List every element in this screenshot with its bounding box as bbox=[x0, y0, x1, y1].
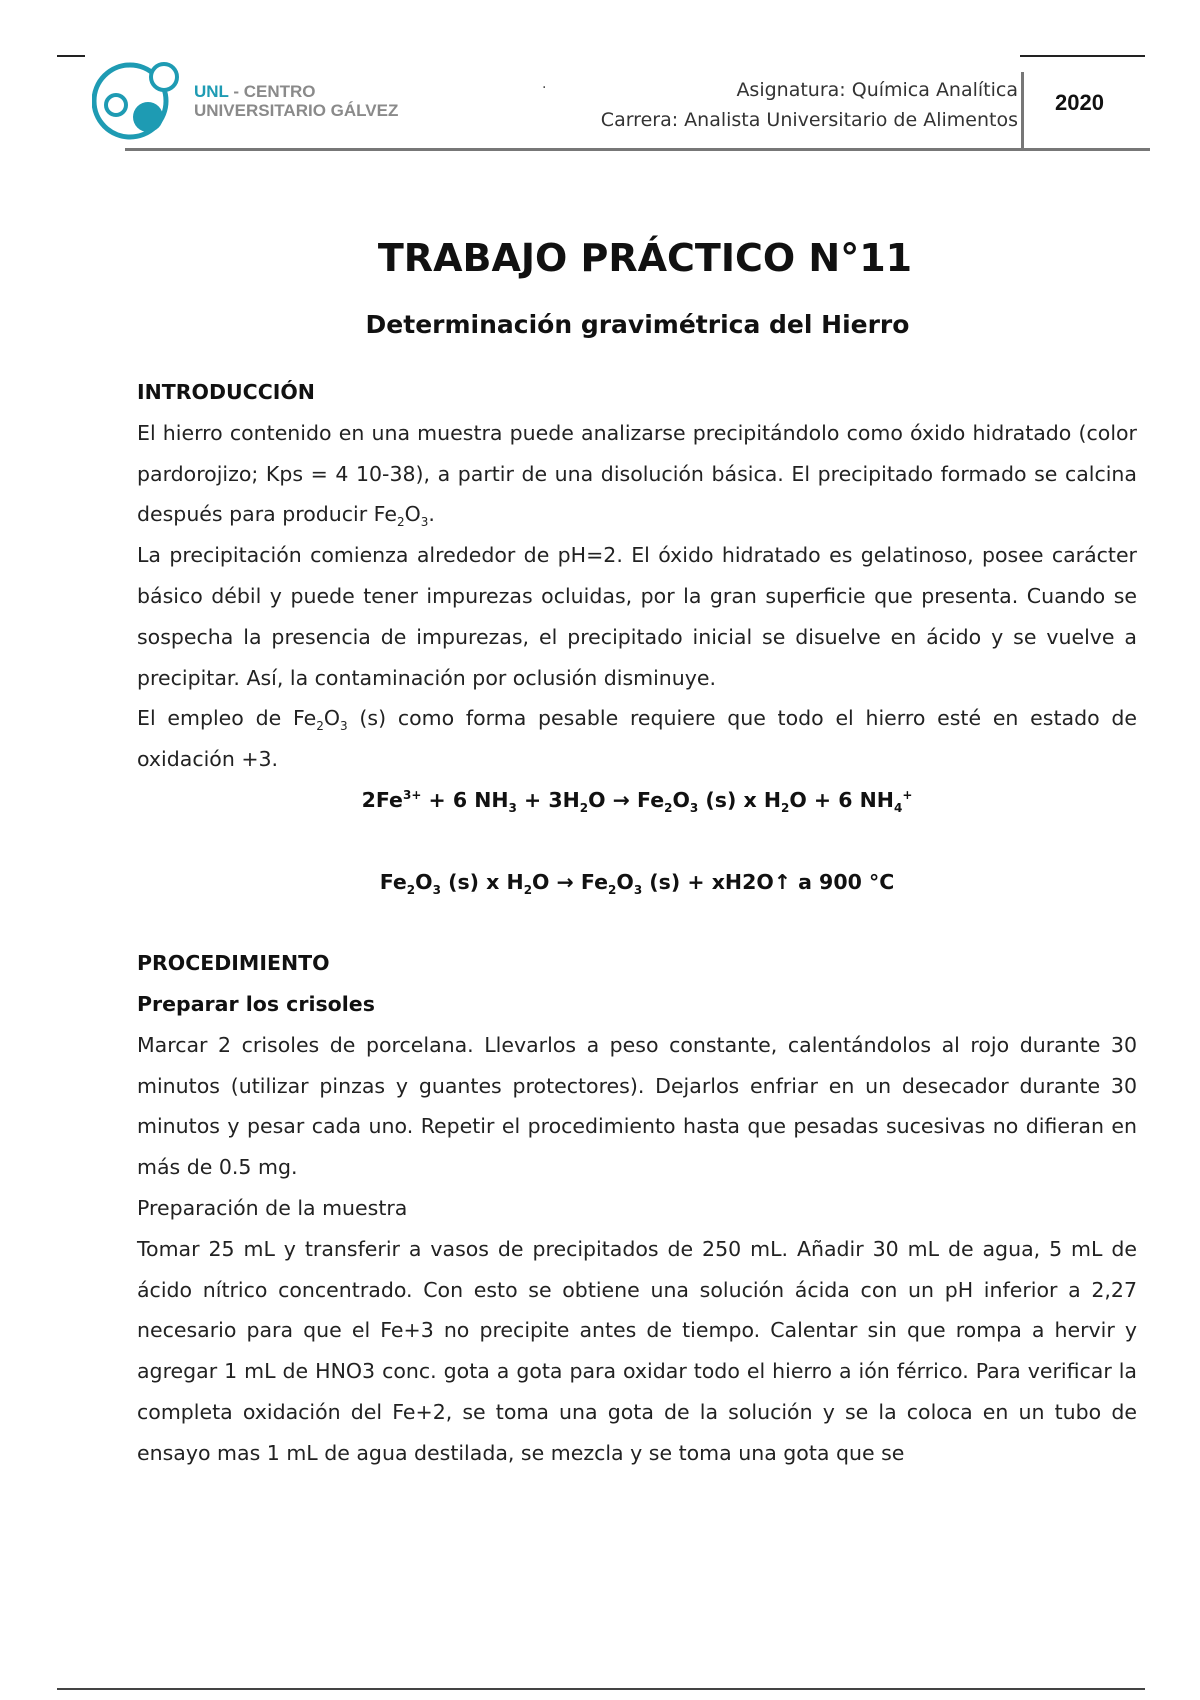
header-rule-left bbox=[57, 55, 85, 57]
page-title: TRABAJO PRÁCTICO N°11 bbox=[377, 236, 913, 280]
logo-brand: UNL bbox=[194, 82, 229, 101]
intro-paragraph-1: El hierro contenido en una muestra puede analizarse precipitándolo como óxido hidratado (color pardorojizo; Kps = 4 10-38), a partir de una disolución básica. El precipitado formado se calcina después para producir $Fe_2O_3$. bbox=[137, 420, 1137, 530]
page-subtitle: Determinación gravimétrica del Hierro bbox=[365, 310, 910, 339]
subject-label: Asignatura: Química Analítica bbox=[736, 79, 1018, 101]
spacer bbox=[137, 821, 1137, 862]
procedure-paragraph-1: Marcar 2 crisoles de porcelana. Llevarlos a peso constante, calentándolos al rojo durante 30 minutos (utilizar pinzas y guantes protectores). Dejarlos enfriar en un desecador durante 30 minutos y pesar cada uno. Repetir el procedimiento hasta que pesadas sucesivas no difieran en más de 0.5 mg. bbox=[137, 1032, 1137, 1180]
career-label: Carrera: Analista Universitario de Alimentos bbox=[600, 109, 1018, 131]
course-info bbox=[601, 75, 1018, 135]
spacer bbox=[137, 902, 1137, 943]
header-divider bbox=[1021, 72, 1024, 150]
intro-paragraph-2: La precipitación comienza alrededor de pH=2. El óxido hidratado es gelatinoso, posee carácter básico débil y puede tener impurezas ocluidas, por la gran superficie que presenta. Cuando se sospecha la presencia de impurezas, el precipitado inicial se disuelve en ácido y se vuelve a precipitar. Así, la contaminación por oclusión disminuye. bbox=[137, 543, 1137, 690]
footer-rule bbox=[57, 1688, 1145, 1690]
document-body bbox=[137, 372, 1137, 1474]
equation-2: $Fe_2O_3$ (s) x $H_2O \to Fe_2O_3$ (s) + xH2O↑ a 900 °C bbox=[379, 869, 895, 897]
logo-line1: - CENTRO bbox=[228, 82, 316, 101]
header-rule-bottom bbox=[125, 148, 1150, 151]
equation-1: $2Fe^{3+} + 6$ $NH_3 + 3H_2O \to Fe_2O_3$ (s) x $H_2O + 6$ $NH_4^+$ bbox=[361, 787, 913, 816]
sample-heading: Preparación de la muestra bbox=[137, 1195, 408, 1220]
procedure-paragraph-2: Tomar 25 mL y transferir a vasos de precipitados de 250 mL. Añadir 30 mL de agua, 5 mL de ácido nítrico concentrado. Con esto se obtiene una solución ácida con un pH inferior a 2,27 necesario para que el Fe+3 no precipite antes de tiempo. Calentar sin que rompa a hervir y agregar 1 mL de HNO3 conc. gota a gota para oxidar todo el hierro a ión férrico. Para verificar la completa oxidación del Fe+2, se toma una gota de la solución y se la coloca en un tubo de ensayo mas 1 mL de agua destilada, se mezcla y se toma una gota que se bbox=[137, 1236, 1137, 1465]
institution-name bbox=[194, 82, 398, 120]
procedure-heading: PROCEDIMIENTO bbox=[137, 951, 330, 976]
unl-logo-icon bbox=[92, 55, 184, 147]
header-dot: · bbox=[542, 80, 547, 96]
year-label: 2020 bbox=[1055, 90, 1104, 115]
crucibles-heading: Preparar los crisoles bbox=[137, 991, 375, 1016]
header-rule-right bbox=[1020, 55, 1145, 57]
intro-heading: INTRODUCCIÓN bbox=[137, 380, 315, 404]
logo-line2: UNIVERSITARIO GÁLVEZ bbox=[194, 101, 399, 120]
intro-paragraph-3: El empleo de $Fe_2O_3$ (s) como forma pesable requiere que todo el hierro esté en estado de oxidación +3. bbox=[137, 706, 1137, 772]
